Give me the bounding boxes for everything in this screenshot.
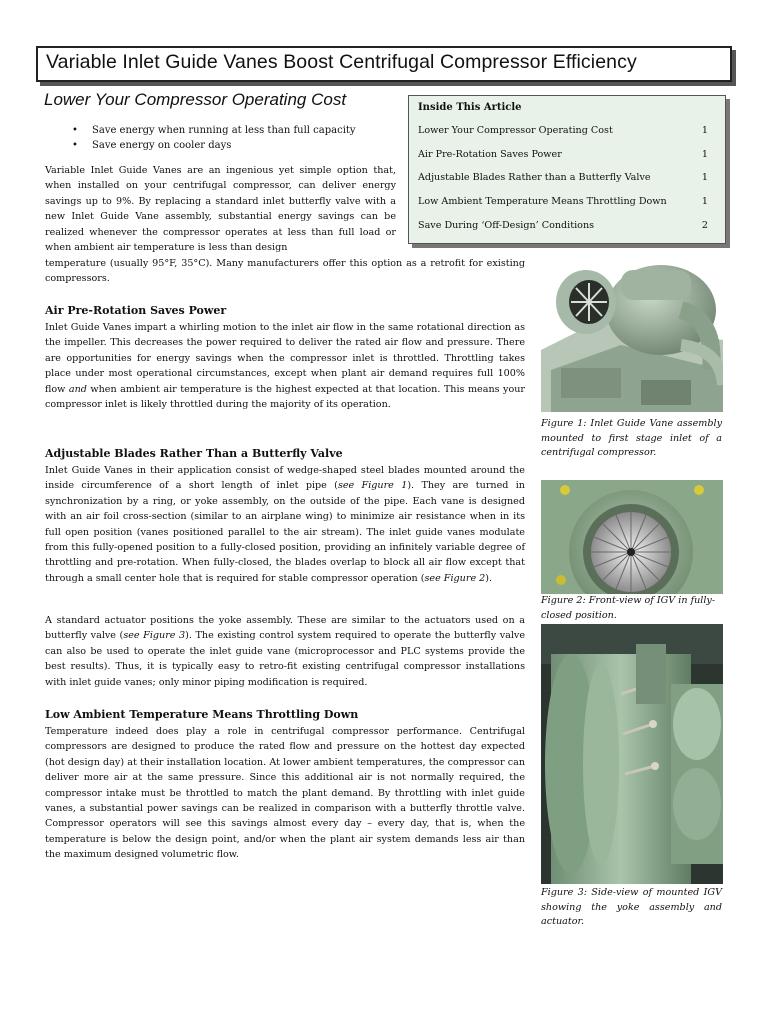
toc-item[interactable]: Save During ‘Off-Design’ Conditions 2 (418, 220, 708, 231)
section-paragraph: Inlet Guide Vanes impart a whirling motion to the inlet air flow in the same rotational direction as the impeller. This decreases the power required to deliver the rated air flow and pressure. There are opportunities for energy savings when the compressor inlet is throttled. Throttling takes place under most operational circumstances, except when plant air demand requires full 100% flow and when ambient air temperature is the highest expected at that location. This means your compressor inlet is likely throttled during the majority of its operation. (45, 322, 525, 411)
inside-this-article-box (408, 95, 726, 244)
figure-2-caption: Figure 2: Front-view of IGV in fully-closed position. (541, 595, 716, 621)
toc-item[interactable]: Lower Your Compressor Operating Cost 1 (418, 125, 708, 136)
figure-3-image (541, 624, 723, 884)
article-subtitle: Lower Your Compressor Operating Cost (44, 90, 347, 109)
toc-heading: Inside This Article (418, 102, 522, 113)
article-title: Variable Inlet Guide Vanes Boost Centrifugal Compressor Efficiency (46, 51, 637, 73)
intro-paragraph-continued: temperature (usually 95°F, 35°C). Many manufacturers offer this option as a retrofit for existing compressors. (45, 258, 525, 285)
section-heading: Low Ambient Temperature Means Throttling Down (45, 708, 359, 721)
toc-item[interactable]: Adjustable Blades Rather than a Butterfly Valve 1 (418, 172, 708, 183)
title-box (36, 46, 732, 82)
section-paragraph: Inlet Guide Vanes in their application consist of wedge-shaped steel blades mounted around the inside circumference of a short length of inlet pipe (see Figure 1). They are turned in synchronization by a ring, or yoke assembly, on the outside of the pipe. Each vane is designed with an air foil cross-section (similar to an airplane wing) to minimize air resistance when in its full open position (vanes positioned parallel to the air stream). The inlet guide vanes modulate from this fully-opened position to a fully-closed position, providing an infinitely variable degree of throttling and pre-rotation. When fully-closed, the blades overlap to block all air flow except that through a small center hole that is required for stable compressor operation (see Figure 2). (45, 465, 525, 584)
figure-2-image (541, 480, 723, 594)
section-heading: Adjustable Blades Rather Than a Butterfly Valve (45, 447, 343, 460)
toc-item[interactable]: Low Ambient Temperature Means Throttling Down 1 (418, 196, 708, 207)
figure-1-caption: Figure 1: Inlet Guide Vane assembly mounted to first stage inlet of a centrifugal compressor. (541, 418, 722, 458)
section-heading: Air Pre-Rotation Saves Power (45, 304, 227, 317)
figure-1-image (541, 250, 723, 412)
toc-item[interactable]: Air Pre-Rotation Saves Power 1 (418, 149, 708, 160)
intro-paragraph: Variable Inlet Guide Vanes are an ingenious yet simple option that, when installed on your centrifugal compressor, can deliver energy savings up to 9%. By replacing a standard inlet butterfly valve with a new Inlet Guide Vane assembly, substantial energy savings can be realized whenever the compressor operates at less than full load or when ambient air temperature is less than design (45, 165, 396, 254)
section-paragraph: Temperature indeed does play a role in centrifugal compressor performance. Centrifugal compressors are designed to produce the rated flow and pressure on the hottest day expected (hot design day) at their installation location. At lower ambient temperatures, the compressor can deliver more air at the same pressure. Since this additional air is not normally required, the compressor intake must be throttled to match the plant demand. By throttling with inlet guide vanes, a substantial power savings can be realized in comparison with a butterfly throttle valve. Compressor operators will see this savings almost every day – every day, that is, when the temperature is below the design point, and/or when the plant air system demands less air than the maximum designed volumetric flow. (45, 726, 525, 861)
figure-3-caption: Figure 3: Side-view of mounted IGV showing the yoke assembly and actuator. (541, 887, 722, 927)
section-paragraph: A standard actuator positions the yoke assembly. These are similar to the actuators used on a butterfly valve (see Figure 3). The existing control system required to operate the butterfly valve can also be used to operate the inlet guide vane (microprocessor and PLC systems provide the best results). Thus, it is typically easy to retro-fit existing centrifugal compressor installations with inlet guide vanes; only minor piping modification is required. (45, 615, 525, 688)
